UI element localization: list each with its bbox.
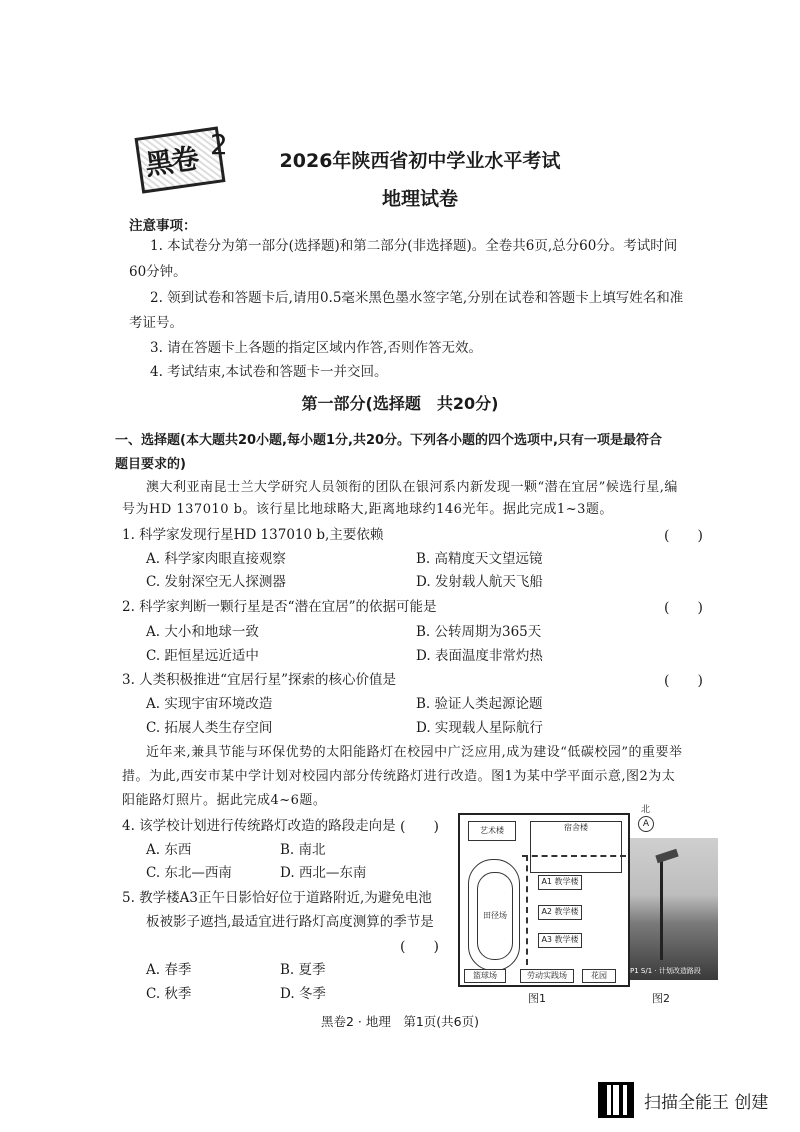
notice-heading: 注意事项： (129, 218, 197, 234)
figure-1-caption: 图1 (528, 992, 546, 1005)
question-5-option-d: D. 冬季 (280, 986, 326, 1002)
dormitory-label: 宿舍楼 (564, 823, 588, 832)
notice-item-3: 3. 请在答题卡上各题的指定区域内作答,否则作答无效。 (150, 340, 482, 356)
scanner-watermark: 扫描全能王 创建 (644, 1093, 769, 1113)
question-1-option-d: D. 发射载人航天飞船 (416, 574, 543, 590)
question-2-answer-blank: ( ) (664, 600, 703, 616)
section-instruction-1: 一、选择题(本大题共20小题,每小题1分,共20分。下列各小题的四个选项中,只有一项是最符合 (115, 433, 662, 448)
question-2-option-b: B. 公转周期为365天 (416, 624, 542, 640)
question-5-option-a: A. 春季 (146, 962, 192, 978)
question-5-option-c: C. 秋季 (146, 986, 192, 1002)
teaching-building-a3: A3 教学楼 (538, 933, 582, 948)
school-plan-map (458, 813, 630, 987)
question-4-answer-blank: ( ) (400, 819, 439, 835)
road-divider (522, 855, 626, 857)
solar-street-lamp-photo (630, 838, 718, 980)
passage-2-line-3: 阳能路灯照片。据此完成4~6题。 (122, 793, 327, 808)
question-4-option-c: C. 东北—西南 (146, 865, 232, 881)
figure-2-legend: P1 S/1 · 计划改造路段 (630, 967, 701, 975)
question-4-option-d: D. 西北—东南 (280, 865, 367, 881)
garden: 花园 (582, 969, 616, 983)
stamp-number: 2 (210, 128, 228, 161)
notice-item-2: 2. 领到试卷和答题卡后,请用0.5毫米黑色墨水签字笔,分别在试卷和答题卡上填写姓名和准 (150, 290, 684, 306)
question-3-stem: 3. 人类积极推进“宜居行星”探索的核心价值是 (122, 672, 396, 688)
question-5-answer-blank: ( ) (400, 939, 439, 955)
notice-item-1-cont: 60分钟。 (129, 264, 187, 280)
exam-subject: 地理试卷 (381, 188, 458, 210)
page-footer: 黑卷2 · 地理 第1页(共6页) (320, 1014, 480, 1029)
running-track (468, 859, 520, 971)
labor-practice-field: 劳动实践场 (520, 969, 574, 983)
teaching-building-a2: A2 教学楼 (538, 905, 582, 920)
question-1-option-c: C. 发射深空无人探测器 (146, 574, 286, 590)
figure-2-caption: 图2 (652, 992, 670, 1005)
question-3-option-d: D. 实现载人星际航行 (416, 720, 543, 736)
question-3-option-a: A. 实现宇宙环境改造 (146, 696, 273, 712)
north-arrow-icon: A (638, 816, 654, 832)
question-1-answer-blank: ( ) (664, 528, 703, 544)
question-1-stem: 1. 科学家发现行星HD 137010 b,主要依赖 (122, 527, 384, 543)
passage-1-line-1: 澳大利亚南昆士兰大学研究人员领衔的团队在银河系内新发现一颗“潜在宜居”候选行星,编 (146, 480, 678, 495)
question-4-stem: 4. 该学校计划进行传统路灯改造的路段走向是 (122, 818, 396, 834)
question-5-stem-line-2: 板被影子遮挡,最适宜进行路灯高度测算的季节是 (146, 914, 434, 930)
question-2-option-c: C. 距恒星远近适中 (146, 648, 259, 664)
question-2-stem: 2. 科学家判断一颗行星是否“潜在宜居”的依据可能是 (122, 599, 437, 615)
art-building: 艺术楼 (468, 821, 516, 841)
question-3-option-c: C. 拓展人类生存空间 (146, 720, 273, 736)
notice-item-2-cont: 考证号。 (129, 315, 183, 331)
question-4-option-a: A. 东西 (146, 842, 192, 858)
passage-1-line-2: 号为HD 137010 b。该行星比地球略大,距离地球约146光年。据此完成1~3题。 (122, 502, 613, 517)
track-label: 田径场 (477, 872, 513, 960)
notice-item-1: 1. 本试卷分为第一部分(选择题)和第二部分(非选择题)。全卷共6页,总分60分。考试时间 (150, 238, 678, 254)
question-1-option-a: A. 科学家肉眼直接观察 (146, 551, 286, 567)
question-5-option-b: B. 夏季 (280, 962, 326, 978)
question-3-answer-blank: ( ) (664, 673, 703, 689)
question-2-option-a: A. 大小和地球一致 (146, 624, 259, 640)
lamp-pole (660, 860, 663, 960)
question-5-stem-line-1: 5. 教学楼A3正午日影恰好位于道路附近,为避免电池 (122, 890, 432, 906)
exam-title: 2026年陕西省初中学业水平考试 (279, 150, 561, 172)
planned-road-segment (526, 855, 528, 965)
section-instruction-2: 题目要求的) (115, 457, 186, 472)
dormitory-area (530, 821, 622, 873)
question-4-option-b: B. 南北 (280, 842, 326, 858)
qr-code-icon (598, 1082, 634, 1118)
stamp-text: 黑卷 (143, 141, 200, 182)
passage-2-line-1: 近年来,兼具节能与环保优势的太阳能路灯在校园中广泛应用,成为建设“低碳校园”的重要举 (146, 745, 683, 760)
teaching-building-a1: A1 教学楼 (538, 875, 582, 890)
passage-2-line-2: 措。为此,西安市某中学计划对校园内部分传统路灯进行改造。图1为某中学平面示意,图2为太 (122, 769, 676, 784)
question-1-option-b: B. 高精度天文望远镜 (416, 551, 543, 567)
question-3-option-b: B. 验证人类起源论题 (416, 696, 543, 712)
solar-panel (655, 849, 678, 863)
north-label: 北 (641, 805, 651, 815)
notice-item-4: 4. 考试结束,本试卷和答题卡一并交回。 (150, 364, 388, 380)
question-2-option-d: D. 表面温度非常灼热 (416, 648, 543, 664)
basketball-court: 篮球场 (464, 969, 506, 983)
part1-title: 第一部分(选择题 共20分) (301, 394, 499, 413)
